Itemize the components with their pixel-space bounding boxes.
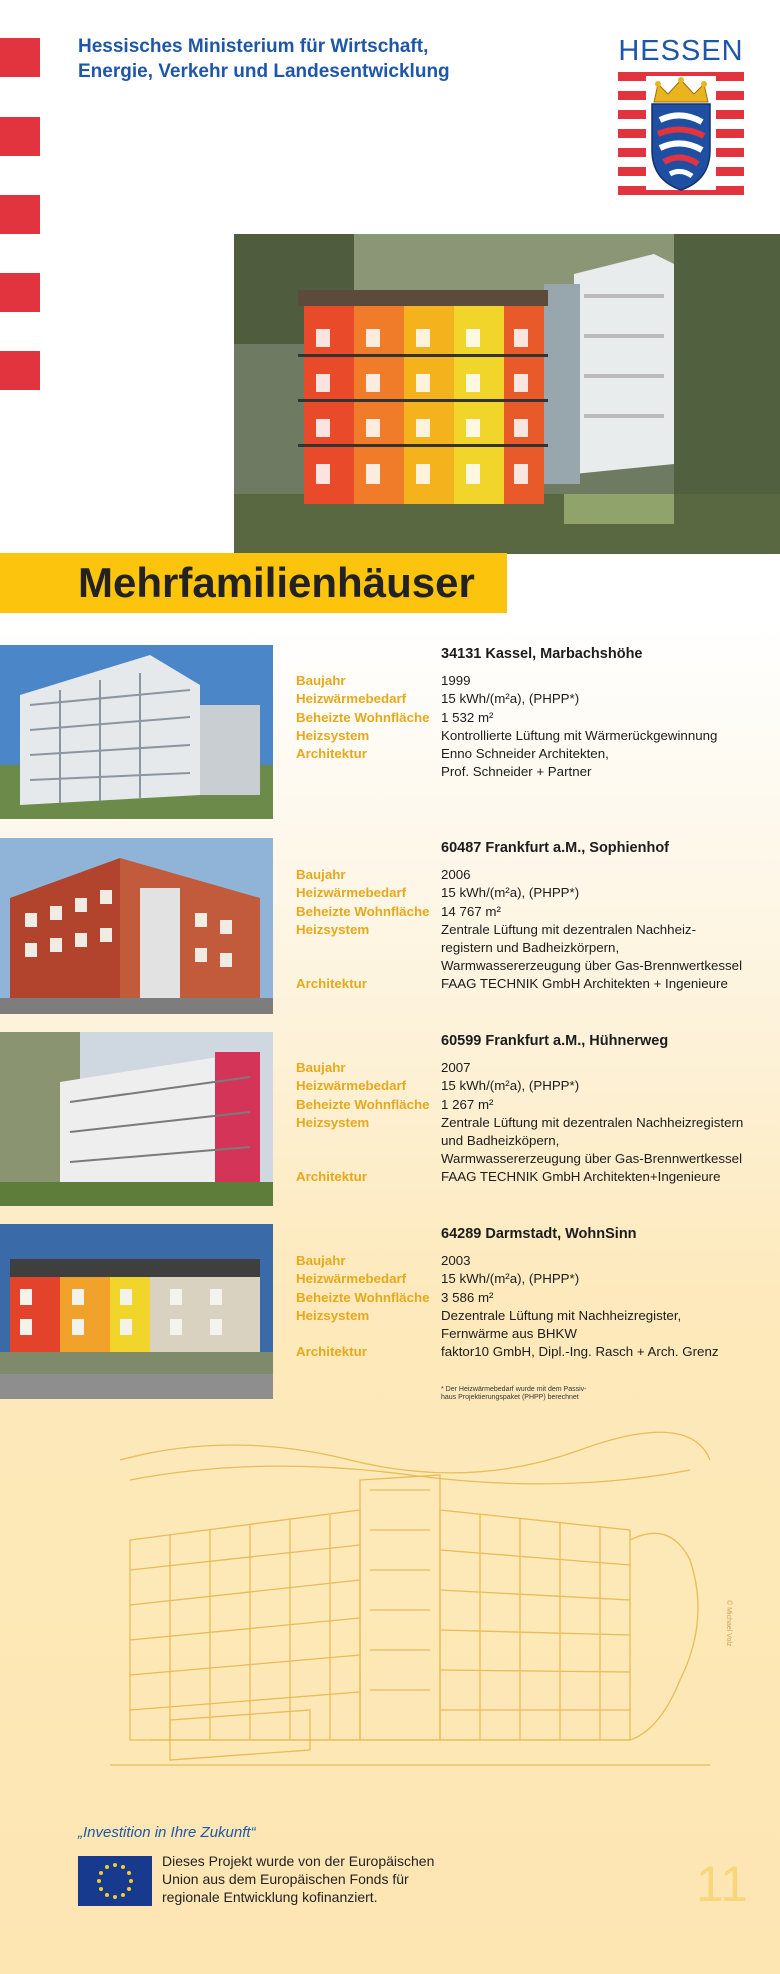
page-title: Mehrfamilienhäuser (78, 559, 475, 606)
value-heizwaermebedarf: 15 kWh/(m²a), (PHPP*) (441, 1078, 580, 1094)
label-heizsystem: Heizsystem (296, 921, 370, 937)
value-heizsystem: Dezentrale Lüftung mit Nachheizregister, Fernwärme aus BHKW (441, 1307, 682, 1342)
label-heizwaermebedarf: Heizwärmebedarf (296, 885, 407, 901)
label-wohnflaeche: Beheizte Wohnfläche (296, 1289, 430, 1305)
project-wohnsinn (296, 1225, 766, 1361)
ministry-line-1: Hessisches Ministerium für Wirtschaft, (78, 36, 429, 57)
red-tab-3 (0, 195, 40, 234)
project-kassel (296, 645, 766, 781)
label-architektur: Architektur (296, 1344, 367, 1360)
project-photo-wohnsinn (0, 1224, 273, 1399)
value-baujahr: 2003 (441, 1253, 471, 1269)
label-wohnflaeche: Beheizte Wohnfläche (296, 709, 430, 725)
value-baujahr: 1999 (441, 673, 471, 689)
label-architektur: Architektur (296, 1169, 367, 1185)
label-heizwaermebedarf: Heizwärmebedarf (296, 691, 407, 707)
value-architektur: FAAG TECHNIK GmbH Architekten + Ingenieure (441, 976, 728, 992)
ministry-name (78, 34, 498, 84)
value-heizwaermebedarf: 15 kWh/(m²a), (PHPP*) (441, 885, 580, 901)
red-tab-4 (0, 273, 40, 312)
label-heizwaermebedarf: Heizwärmebedarf (296, 1271, 407, 1287)
project-title: 34131 Kassel, Marbachshöhe (441, 646, 643, 662)
value-baujahr: 2007 (441, 1060, 471, 1076)
investment-slogan: „Investition in Ihre Zukunft“ (78, 1824, 256, 1841)
value-architektur: Enno Schneider Architekten, Prof. Schneider + Partner (441, 746, 609, 780)
footnote: * Der Heizwärmebedarf wurde mit dem Passiv- haus Projektierungspaket (PHPP) berechnet (441, 1386, 587, 1401)
label-architektur: Architektur (296, 976, 367, 992)
project-title: 60599 Frankfurt a.M., Hühnerweg (441, 1033, 669, 1049)
project-title: 64289 Darmstadt, WohnSinn (441, 1226, 637, 1242)
value-architektur: faktor10 GmbH, Dipl.-Ing. Rasch + Arch. Grenz (441, 1344, 719, 1360)
sketch-credit: © Michael Volz (725, 1600, 732, 1647)
label-baujahr: Baujahr (296, 867, 346, 883)
page-number: 11 (696, 1856, 748, 1912)
label-heizwaermebedarf: Heizwärmebedarf (296, 1078, 407, 1094)
project-photo-huehnerweg (0, 1032, 273, 1206)
hessen-coat-of-arms-icon (618, 72, 744, 198)
label-architektur: Architektur (296, 746, 367, 762)
label-heizsystem: Heizsystem (296, 1114, 370, 1130)
ministry-line-2: Energie, Verkehr und Landesentwicklung (78, 61, 450, 82)
red-tab-2 (0, 117, 40, 156)
project-photo-sophienhof (0, 838, 273, 1014)
project-photo-kassel (0, 645, 273, 819)
label-heizsystem: Heizsystem (296, 1307, 370, 1323)
state-name: HESSEN (618, 35, 744, 67)
eu-funding-text: Dieses Projekt wurde von der Europäischen Union aus dem Europäischen Fonds für regionale Entwicklung kofinanziert. (162, 1853, 435, 1905)
project-title: 60487 Frankfurt a.M., Sophienhof (441, 840, 670, 856)
project-sophienhof (296, 839, 766, 994)
value-baujahr: 2006 (441, 867, 471, 883)
value-wohnflaeche: 1 267 m² (441, 1096, 494, 1112)
red-tab-1 (0, 38, 40, 77)
value-heizsystem: Zentrale Lüftung mit dezentralen Nachheizregistern und Badheizköpern, Warmwassererzeugung über Gas-Brennwertkessel (441, 1114, 744, 1167)
value-heizwaermebedarf: 15 kWh/(m²a), (PHPP*) (441, 1271, 580, 1287)
label-wohnflaeche: Beheizte Wohnfläche (296, 903, 430, 919)
red-tab-5 (0, 351, 40, 390)
value-architektur: FAAG TECHNIK GmbH Architekten+Ingenieure (441, 1169, 721, 1185)
project-huehnerweg (296, 1032, 766, 1187)
label-wohnflaeche: Beheizte Wohnfläche (296, 1096, 430, 1112)
eu-flag-icon (78, 1856, 152, 1906)
value-wohnflaeche: 3 586 m² (441, 1289, 494, 1305)
label-baujahr: Baujahr (296, 1253, 346, 1269)
hero-building-photo (234, 234, 780, 554)
value-heizsystem: Zentrale Lüftung mit dezentralen Nachheiz- registern und Badheizkörpern, Warmwassererzeugung über Gas-Brennwertkessel (441, 921, 743, 974)
value-wohnflaeche: 14 767 m² (441, 903, 501, 919)
value-heizwaermebedarf: 15 kWh/(m²a), (PHPP*) (441, 691, 580, 707)
label-baujahr: Baujahr (296, 673, 346, 689)
value-wohnflaeche: 1 532 m² (441, 709, 494, 725)
value-heizsystem: Kontrollierte Lüftung mit Wärmerückgewinnung (441, 727, 718, 743)
building-sketch (110, 1420, 730, 1780)
label-baujahr: Baujahr (296, 1060, 346, 1076)
label-heizsystem: Heizsystem (296, 727, 370, 743)
